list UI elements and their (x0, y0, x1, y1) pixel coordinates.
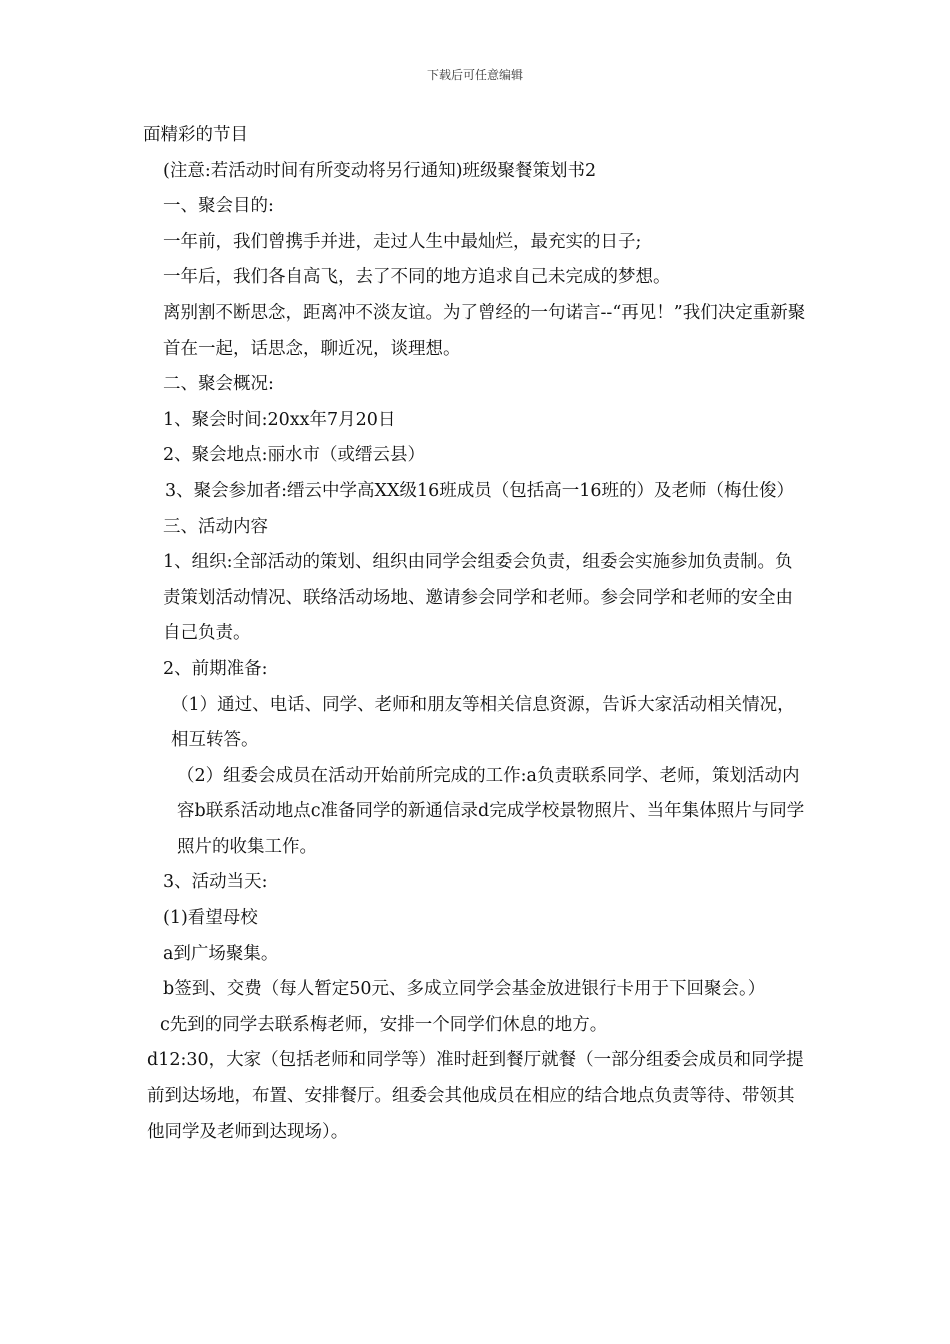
item-reunion-participants: 3、聚会参加者:缙云中学高XX级16班成员（包括高一16班的）及老师（梅仕俊） (165, 480, 794, 501)
item-gather: a到广场聚集。 (163, 943, 279, 964)
item-organization: 1、组织:全部活动的策划、组织由同学会组委会负责，组委会实施参加负责制。负责策划活动情况、联络活动场地、邀请参会同学和老师。参会同学和老师的安全由自己负责。 (163, 552, 793, 644)
item-visit-school: (1)看望母校 (163, 908, 258, 929)
item-contact-teacher: c先到的同学去联系梅老师，安排一个同学们休息的地方。 (160, 1014, 608, 1035)
paragraph-reunion-promise: 离别割不断思念，距离冲不淡友谊。为了曾经的一句诺言--“再见！”我们决定重新聚首在一起，话思念，聊近况，谈理想。 (163, 302, 806, 359)
item-reunion-time: 1、聚会时间:20xx年7月20日 (163, 409, 396, 430)
heading-event-day: 3、活动当天: (163, 872, 268, 893)
item-signin-fee: b签到、交费（每人暂定50元、多成立同学会基金放进银行卡用于下回聚会。） (163, 979, 766, 1000)
heading-overview: 二、聚会概况: (163, 374, 274, 395)
document-body (143, 118, 809, 1150)
item-lunch: d12:30，大家（包括老师和同学等）准时赶到餐厅就餐（一部分组委会成员和同学提前到达场地，布置、安排餐厅。组委会其他成员在相应的结合地点负责等待、带领其他同学及老师到达现场）。 (147, 1050, 804, 1142)
paragraph-program-end: 面精彩的节目 (143, 125, 248, 145)
heading-preparation: 2、前期准备: (163, 658, 268, 679)
paragraph-year-before: 一年前，我们曾携手并进，走过人生中最灿烂，最充实的日子; (163, 231, 642, 252)
page-header: 下载后可任意编辑 (426, 68, 523, 82)
item-prep-contact: （1）通过、电话、同学、老师和朋友等相关信息资源，告诉大家活动相关情况，相互转答。 (171, 694, 795, 751)
item-reunion-place: 2、聚会地点:丽水市（或缙云县） (163, 445, 426, 466)
item-prep-committee: （2）组委会成员在活动开始前所完成的工作:a负责联系同学、老师，策划活动内容b联系活动地点c准备同学的新通信录d完成学校景物照片、当年集体照片与同学照片的收集工作。 (177, 765, 805, 857)
heading-activities: 三、活动内容 (163, 516, 268, 537)
paragraph-notice-title: (注意:若活动时间有所变动将另行通知)班级聚餐策划书2 (163, 160, 597, 181)
paragraph-year-after: 一年后，我们各自高飞，去了不同的地方追求自己未完成的梦想。 (163, 267, 671, 288)
heading-purpose: 一、聚会目的: (163, 196, 274, 217)
